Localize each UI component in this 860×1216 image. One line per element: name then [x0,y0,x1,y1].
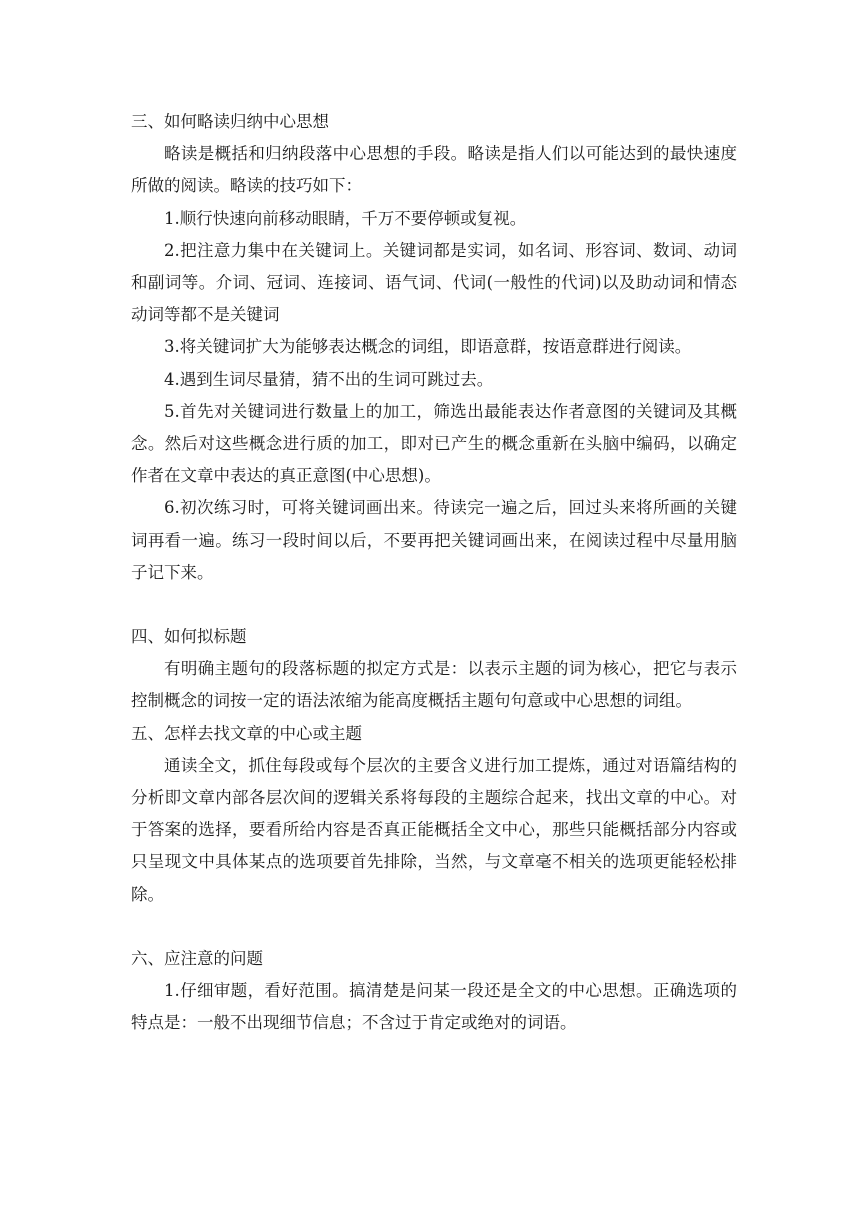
list-item: 2.把注意力集中在关键词上。关键词都是实词，如名词、形容词、数词、动词和副词等。介词、冠词、连接词、语气词、代词(一般性的代词)以及助动词和情态动词等都不是关键词 [131,240,737,325]
paragraph: 有明确主题句的段落标题的拟定方式是：以表示主题的词为核心，把它与表示控制概念的词按一定的语法浓缩为能高度概括主题句句意或中心思想的词组。 [131,659,737,711]
blank-line [131,911,737,943]
list-item: 1.顺行快速向前移动眼睛，千万不要停顿或复视。 [164,208,527,228]
list-item: 5.首先对关键词进行数量上的加工，筛选出最能表达作者意图的关键词及其概念。然后对这些概念进行质的加工，即对已产生的概念重新在头脑中编码，以确定作者在文章中表达的真正意图(中心思想)。 [131,401,737,486]
paragraph: 通读全文，抓住每段或每个层次的主要含义进行加工提炼，通过对语篇结构的分析即文章内部各层次间的逻辑关系将每段的主题综合起来，找出文章的中心。对于答案的选择，要看所给内容是否真正能概括全文中心，那些只能概括部分内容或只呈现文中具体某点的选项要首先排除，当然，与文章毫不相关的选项更能轻松排除。 [131,755,737,904]
list-item: 4.遇到生词尽量猜，猜不出的生词可跳过去。 [164,369,494,389]
list-item: 3.将关键词扩大为能够表达概念的词组，即语意群，按语意群进行阅读。 [164,337,692,357]
list-item: 1.仔细审题，看好范围。搞清楚是问某一段还是全文的中心思想。正确选项的特点是：一般不出现细节信息；不含过于肯定或绝对的词语。 [131,981,737,1033]
section-heading: 六、应注意的问题 [131,948,263,968]
blank-line [131,589,737,621]
section-heading: 三、如何略读归纳中心思想 [131,112,329,131]
paragraph: 略读是概括和归纳段落中心思想的手段。略读是指人们以可能达到的最快速度所做的阅读。略读的技巧如下： [131,144,737,196]
section-heading: 五、怎样去找文章的中心或主题 [131,723,362,743]
document-page [131,106,737,1039]
list-item: 6.初次练习时，可将关键词画出来。待读完一遍之后，回过头来将所画的关键词再看一遍。练习一段时间以后，不要再把关键词画出来，在阅读过程中尽量用脑子记下来。 [131,498,737,582]
section-heading: 四、如何拟标题 [131,627,247,647]
